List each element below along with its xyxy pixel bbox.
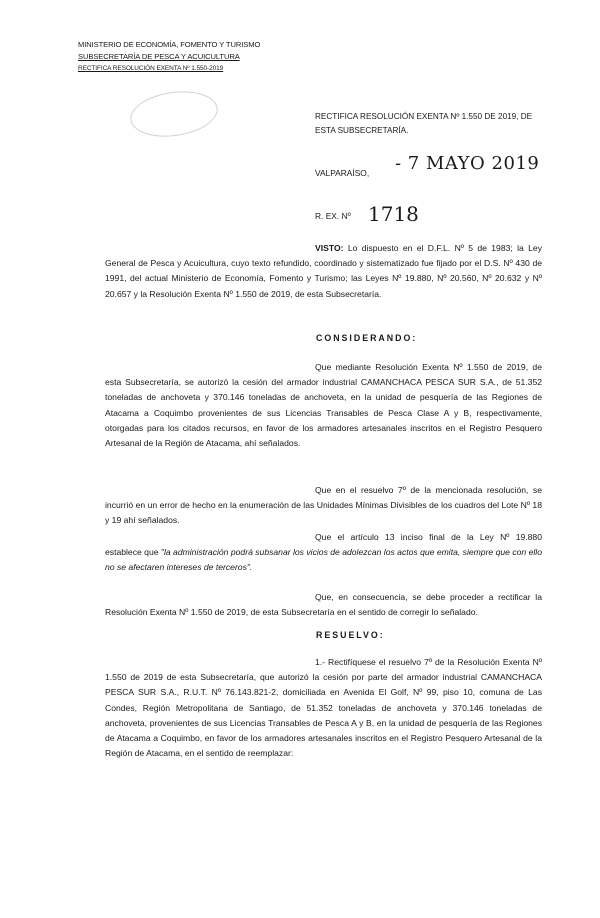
reference-line: RECTIFICA RESOLUCIÓN EXENTA Nº 1.550-2019 (78, 65, 224, 72)
visto-paragraph (105, 241, 542, 302)
considerando-heading: CONSIDERANDO: (316, 333, 418, 343)
resuelvo-paragraph-1: 1.- Rectifíquese el resuelvo 7º de la Resolución Exenta Nº 1.550 de 2019 de esta Subsecretaría, que autorizó la cesión por parte del armador industrial CAMANCHACA PESCA SUR S.A., R.U.T. Nº 76.143.821-2, domiciliada en Avenida El Golf, Nº 99, piso 10, comuna de Las Condes, Región Metropolitana de Santiago, de 51.352 toneladas de anchoveta y 370.146 toneladas de anchoveta, provenientes de sus Licencias Transables de Pesca A y B, en la unidad de pesquería de las Regiones de Atacama a Coquimbo, en favor de los armadores artesanales inscritos en el Registro Pesquero Artesanal de la Región de Atacama, en el sentido de reemplazar: (105, 657, 542, 759)
visto-text: Lo dispuesto en el D.F.L. Nº 5 de 1983; la Ley General de Pesca y Acuicultura, cuyo texto refundido, coordinado y sistematizado fue fijado por el D.S. Nº 430 de 1991, del actual Ministerio de Economía, Fomento y Turismo; las Leyes Nº 19.880, Nº 20.560, Nº 20.632 y Nº 20.657 y la Resolución Exenta Nº 1.550 de 2019, de esta Subsecretaría. (105, 243, 542, 299)
visto-label: VISTO: (315, 243, 344, 253)
ministry-name: MINISTERIO DE ECONOMÍA, FOMENTO Y TURISMO (78, 40, 261, 49)
resolution-number: 1718 (368, 202, 419, 226)
considerando-paragraph-1: Que mediante Resolución Exenta Nº 1.550 de 2019, de esta Subsecretaría, se autorizó la cesión del armador industrial CAMANCHACA PESCA SUR S.A., de 51.352 toneladas de anchoveta y 370.146 toneladas de anchoveta, en la unidad de pesquería de las Regiones de Atacama a Coquimbo provenientes de sus Licencias Transables de Pesca Clase A y B, respectivamente, otorgadas para los citados recursos, en favor de los armadores artesanales inscritos en el Registro Pesquero Artesanal de la Región de Atacama, ahí señalados. (105, 362, 542, 449)
resolution-label: R. EX. Nº (315, 211, 351, 221)
considerando-paragraph-3-text: Que el artículo 13 inciso final de la Ley Nº 19.880 establece que (105, 532, 542, 558)
document-topic: RECTIFICA RESOLUCIÓN EXENTA Nº 1.550 DE 2019, DE ESTA SUBSECRETARÍA. (315, 112, 533, 135)
legal-quote: "la administración podrá subsanar los vicios de adolezcan los actos que emita, siempre que con ello no se afectaren intereses de terceros". (105, 547, 542, 573)
stamped-date: - 7 MAYO 2019 (395, 153, 540, 174)
place-label: VALPARAÍSO, (315, 168, 370, 178)
resuelvo-heading: RESUELVO: (316, 630, 385, 640)
considerando-paragraph-2: Que en el resuelvo 7º de la mencionada resolución, se incurrió en un error de hecho en la enumeración de las Unidades Mínimas Divisibles de los cuadros del Lote Nº 18 y 19 ahí señalados. (105, 485, 542, 526)
subsecretaria-name: SUBSECRETARÍA DE PESCA Y ACUICULTURA (78, 52, 240, 61)
office-stamp (127, 86, 220, 142)
considerando-paragraph-3 (105, 530, 542, 576)
considerando-paragraph-4: Que, en consecuencia, se debe proceder a rectificar la Resolución Exenta Nº 1.550 de 2019, de esta Subsecretaría en el sentido de corregir lo señalado. (105, 592, 542, 618)
